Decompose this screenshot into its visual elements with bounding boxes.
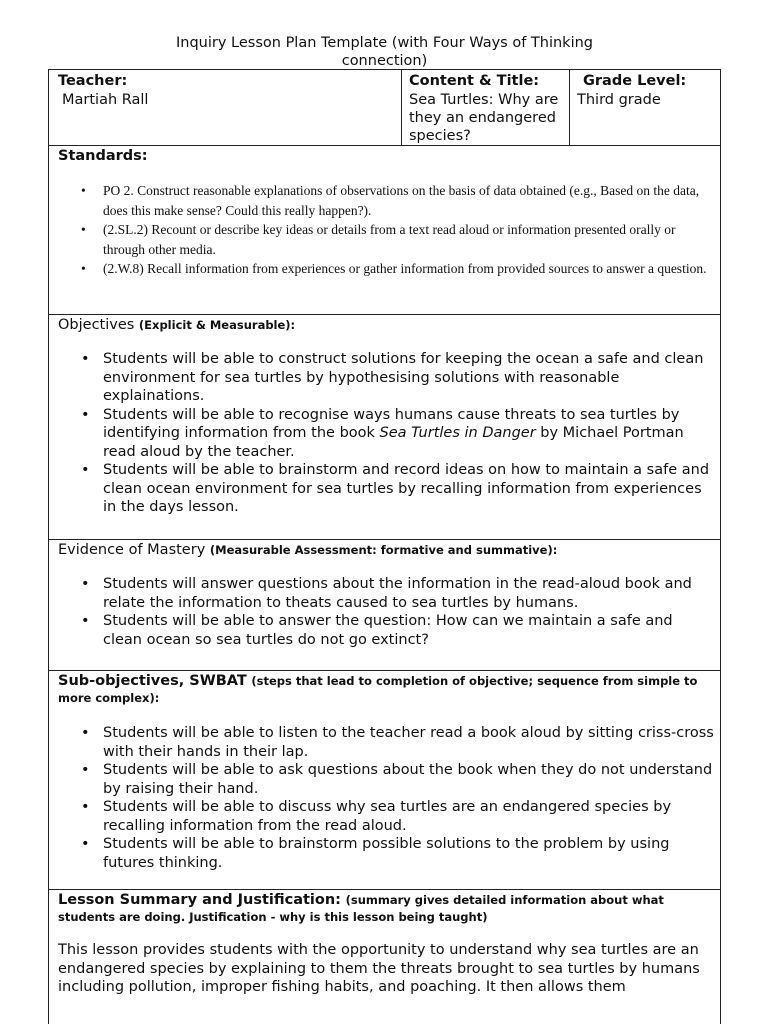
grade-level-cell xyxy=(569,70,720,145)
summary-heading-text: Lesson Summary and Justification: xyxy=(58,892,341,908)
list-item: • Students will be able to answer the question: How can we maintain a safe and clean ocean so sea turtles do not go extinct? xyxy=(49,612,714,649)
book-title: Sea Turtles in Danger xyxy=(379,425,536,441)
title-line-2: connection) xyxy=(341,53,428,69)
list-item: • Students will be able to construct solutions for keeping the ocean a safe and clean environment for sea turtles by hypothesising solutions with reasonable explainations. xyxy=(49,350,714,406)
subobjectives-list xyxy=(49,724,714,872)
evidence-list xyxy=(49,575,714,649)
list-item xyxy=(49,406,714,462)
evidence-heading-text: Evidence of Mastery xyxy=(58,542,206,558)
teacher-cell xyxy=(49,70,401,145)
summary-paragraph: This lesson provides students with the opportunity to understand why sea turtles are an endangered species by explaining to them the threats brought to sea turtles by humans including pollution, improper fishing habits, and poaching. It then allows them xyxy=(58,942,700,995)
evidence-section xyxy=(49,540,720,671)
lesson-plan-table xyxy=(48,69,721,1024)
list-item: • Students will be able to brainstorm possible solutions to the problem by using futures thinking. xyxy=(49,835,714,872)
objectives-heading-text: Objectives xyxy=(58,317,135,333)
teacher-value: Martiah Rall xyxy=(62,92,149,108)
teacher-label: Teacher: xyxy=(58,73,128,89)
objective-text: by Michael Portman read aloud by the teacher. xyxy=(103,425,684,460)
content-title-cell xyxy=(401,70,569,145)
objective-text: Students will be able to recognise ways humans cause threats to sea turtles by identifying information from the book xyxy=(103,406,680,441)
list-item: • Students will answer questions about the information in the read-aloud book and relate the information to theats caused to sea turtles by humans. xyxy=(49,575,714,612)
grade-level-label: Grade Level: xyxy=(583,73,687,89)
standards-section xyxy=(49,146,720,315)
subobjectives-heading-text: Sub-objectives, SWBAT xyxy=(58,673,247,689)
grade-level-value: Third grade xyxy=(577,92,661,108)
subobjectives-heading-note: (steps that lead to completion of objective; sequence from simple to more complex): xyxy=(58,674,698,705)
standards-heading-text: Standards: xyxy=(58,148,148,164)
evidence-heading-note: (Measurable Assessment: formative and summative): xyxy=(209,543,558,557)
objectives-list xyxy=(49,350,714,517)
header-row xyxy=(49,70,720,146)
list-item: • Students will be able to discuss why sea turtles are an endangered species by recalling information from the read aloud. xyxy=(49,798,714,835)
list-item: • Students will be able to brainstorm and record ideas on how to maintain a safe and clean ocean environment for sea turtles by recalling information from experiences in the days lesson. xyxy=(49,461,714,517)
summary-heading xyxy=(58,892,714,926)
standards-heading xyxy=(58,148,714,165)
list-item: • PO 2. Construct reasonable explanations of observations on the basis of data obtained (e.g., Based on the data, does this make sense? Could this really happen?). xyxy=(49,181,714,220)
list-item: • Students will be able to ask questions about the book when they do not understand by raising their hand. xyxy=(49,761,714,798)
document-title xyxy=(48,34,721,70)
objectives-heading xyxy=(58,317,714,334)
evidence-heading xyxy=(58,542,714,559)
subobjectives-section xyxy=(49,671,720,890)
list-item: • (2.SL.2) Recount or describe key ideas or details from a text read aloud or information presented orally or through other media. xyxy=(49,220,714,259)
content-title-value: Sea Turtles: Why are they an endangered species? xyxy=(409,92,559,144)
list-item: • (2.W.8) Recall information from experiences or gather information from provided sources to answer a question. xyxy=(49,259,714,279)
summary-section xyxy=(49,890,720,1024)
objectives-section xyxy=(49,315,720,540)
subobjectives-heading xyxy=(58,673,714,707)
standards-list xyxy=(49,181,714,279)
summary-heading-note: (summary gives detailed information about what students are doing. Justification - why is this lesson being taught) xyxy=(58,893,664,924)
title-line-1: Inquiry Lesson Plan Template (with Four Ways of Thinking xyxy=(176,35,593,51)
list-item: • Students will be able to listen to the teacher read a book aloud by sitting criss-cross with their hands in their lap. xyxy=(49,724,714,761)
objectives-heading-note: (Explicit & Measurable): xyxy=(138,318,296,332)
content-title-label: Content & Title: xyxy=(409,73,540,89)
